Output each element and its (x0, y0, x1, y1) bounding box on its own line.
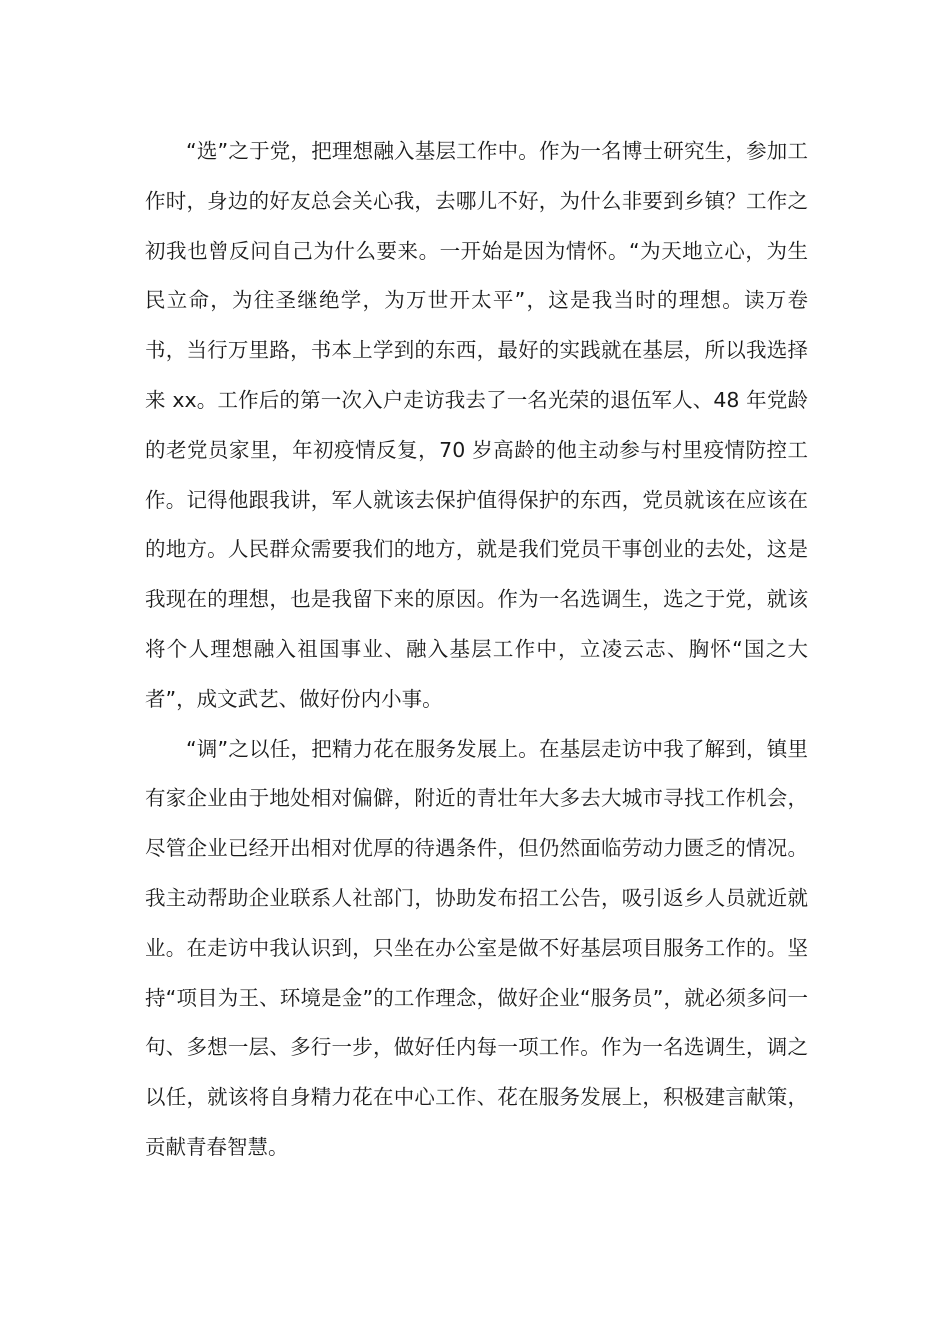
paragraph-party-ideal: “选”之于党，把理想融入基层工作中。作为一名博士研究生，参加工作时，身边的好友总会关心我，去哪儿不好，为什么非要到乡镇？工作之初我也曾反问自己为什么要来。一开始是因为情怀。“为天地立心，为生民立命，为往圣继绝学，为万世开太平”，这是我当时的理想。读万卷书，当行万里路，书本上学到的东西，最好的实践就在基层，所以我选择来 xx。工作后的第一次入户走访我去了一名光荣的退伍军人、48 年党龄的老党员家里，年初疫情反复，70 岁高龄的他主动参与村里疫情防控工作。记得他跟我讲，军人就该去保护值得保护的东西，党员就该在应该在的地方。人民群众需要我们的地方，就是我们党员干事创业的去处，这是我现在的理想，也是我留下来的原因。作为一名选调生，选之于党，就该将个人理想融入祖国事业、融入基层工作中，立凌云志、胸怀“国之大者”，成文武艺、做好份内小事。 (145, 139, 808, 711)
paragraph-service-development: “调”之以任，把精力花在服务发展上。在基层走访中我了解到，镇里有家企业由于地处相对偏僻，附近的青壮年大多去大城市寻找工作机会，尽管企业已经开出相对优厚的待遇条件，但仍然面临劳动力匮乏的情况。我主动帮助企业联系人社部门，协助发布招工公告，吸引返乡人员就近就业。在走访中我认识到，只坐在办公室是做不好基层项目服务工作的。坚持“项目为王、环境是金”的工作理念，做好企业“服务员”，就必须多问一句、多想一层、多行一步，做好任内每一项工作。作为一名选调生，调之以任，就该将自身精力花在中心工作、花在服务发展上，积极建言献策，贡献青春智慧。 (145, 736, 808, 1159)
document-body (145, 127, 808, 1173)
